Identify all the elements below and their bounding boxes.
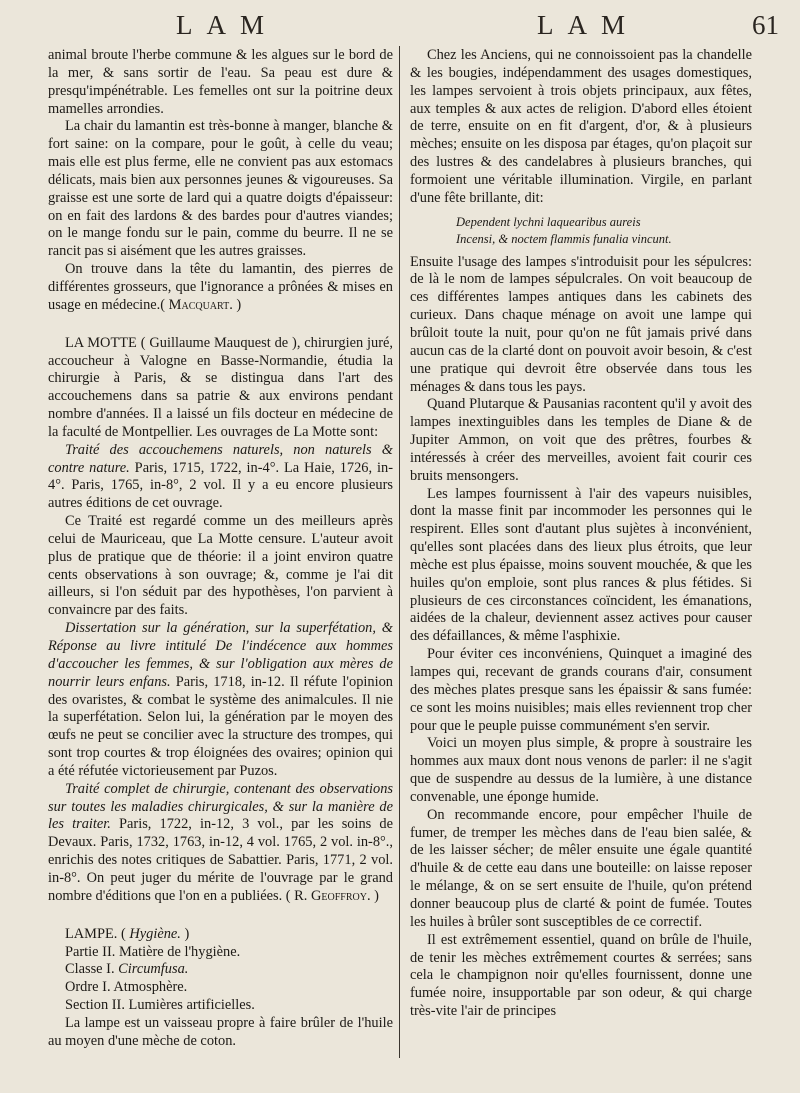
running-head-right: LAM (537, 10, 639, 40)
work-details: Paris, 1722, in-12, 3 vol., par les soins de Devaux. Paris, 1732, 1763, in-12, 4 vol. 1765, 2 vol. in-8°., enrichis des notes critiques de Sabattier. Paris, 1771, 2 vol. in-8°. On peut juger du mérite de l'ouvrage par le grand nombre d'éditions que l'on en a publiées. (48, 816, 393, 904)
right-column (410, 47, 752, 1021)
author-signature: ( Macquart. ) (160, 296, 242, 313)
paragraph-eponge: Voici un moyen plus simple, & propre à soustraire les hommes aux maux dont nous venons de parler: il ne s'agit que de suspendre au dessus de la lumière, à une distance convenable, une éponge humide. (410, 735, 752, 805)
paragraph-meches: Il est extrêmement essentiel, quand on brûle de l'huile, de tenir les mèches extrêmement courtes & serrées; sans cela le champignon noir qu'elles fournissent, donne une fumée noire, insupportable par son odeur, & qui charge très-vite l'air de principes (410, 931, 752, 1020)
entry-la-motte (48, 335, 393, 442)
entry-category: Hygiène. (129, 925, 181, 942)
left-column (48, 47, 393, 1051)
classification-section: Section II. Lumières artificielles. (65, 997, 255, 1014)
paragraph-lamantin-1: animal broute l'herbe commune & les algues sur le bord de la mer, & sans sortir de l'eau. Sa peau est dure & presqu'impénétrable. Les femelles ont sur la poitrine deux mamelles arrondies. (48, 47, 393, 117)
paragraph-anciens: Chez les Anciens, qui ne connoissoient pas la chandelle & les bougies, indépendamment des usages domestiques, les lampes servoient à trois objets principaux, aux fêtes, aux temples & aux actes de religion. D'abord elles étoient de terre, ensuite on en fit d'argent, d'or, & à plusieurs mèches; ensuite on les disposa par étages, qu'on plaçoit sur des lustres & des candelabres à plusieurs branches, qui formoient une véritable illumination. Virgile, en parlant d'une fête brillante, dit: (410, 47, 752, 206)
paragraph-vapeurs: Les lampes fournissent à l'air des vapeurs nuisibles, dont la masse finit par incommoder les personnes qui le respirent. Elles sont d'autant plus sujètes à inconvénient, qu'elles sont placées dans des lieux plus étroits, que leur mèche est plus épaisse, moins souvent mouchée, & que les huiles qu'on emploie, sont plus rances & plus fétides. Si plusieurs de ces circonstances coïncident, les émanations, aidées de la chaleur, deviennent assez actives pour causer des défaillances, & même l'asphixie. (410, 485, 752, 645)
column-divider (399, 46, 400, 1058)
paragraph-huile: On recommande encore, pour empêcher l'huile de fumer, de tremper les mèches dans de l'eau bien salée, & de les laisser sécher; de mêler ensuite une égale quantité d'huile & de cette eau dans une bouteille: on laisse reposer le mélange, & on se sert ensuite de l'huile, qu'on prétend donner beaucoup plus de clarté & point de fumée. Toutes les huiles à brûler sont susceptibles de ce correctif. (410, 806, 752, 930)
paragraph-lamantin-2: La chair du lamantin est très-bonne à manger, blanche & fort saine: on la compare, pour le goût, à celle du veau; mais elle est plus ferme, elle ne convient pas aux estomacs délicats, mais bien aux personnes jeunes & vigoureuses. Sa graisse est une sorte de lard qui a quatre doigts d'épaisseur: on en fait des lardons & des bardes pour d'autres viandes; on le mange fondu sur le pain, comme du beurre. Il ne se rancit pas si aisément que les autres graisses. (48, 118, 393, 260)
running-head-left: LAM (176, 10, 278, 40)
classification-class (48, 961, 393, 979)
paragraph-lamantin-3 (48, 261, 393, 315)
virgil-quote-line-2: Incensi, & noctem flammis funalia vincunt. (456, 231, 672, 246)
paragraph-quinquet: Pour éviter ces inconvéniens, Quinquet a imaginé des lampes qui, recevant de grands courans d'air, consument des mèches plates presque sans les épaissir & sans fumée: ce sont les moins nuisibles; mais elles reviennent trop cher pour que le peuple puisse communément s'en servir. (410, 646, 752, 734)
paragraph-lampe-definition: La lampe est un vaisseau propre à faire brûler de l'huile au moyen d'une mèche de coton. (48, 1014, 393, 1049)
work-details: Paris, 1718, in-12. Il réfute l'opinion des ovaristes, & combat le système des animalcules. Il nie la superfétation. Selon lui, la génération par le moyen des œufs ne peut se concilier avec la structure des trompes, qui sont trop courtes & trop éloignées des ovaires; opinion qui a été réfutée victorieusement par Puzos. (48, 673, 393, 779)
entry-text: ( Guillaume Mauquest de ), chirurgien juré, accoucheur à Valogne en Basse-Normandie, étudia la chirurgie à Paris, & se distingua dans l'art des accouchemens dans sa patrie & aux environs pendant nombre d'années. Il a laissé un fils docteur en médecine de la faculté de Montpellier. Les ouvrages de La Motte sont: (48, 334, 394, 440)
paragraph-text: On trouve dans la tête du lamantin, des pierres de différentes grosseurs, que l'ignorance a prônées & mises en usage en médecine. (48, 261, 393, 313)
work-1 (48, 442, 393, 513)
work-3 (48, 781, 393, 906)
work-title: Dissertation sur la génération, sur la superfétation, & Réponse au livre intitulé De l'indécence aux hommes d'accoucher les femmes, & sur l'obligation aux mères de nourrir leurs enfans. (48, 620, 393, 690)
classification-order: Ordre I. Atmosphère. (65, 979, 188, 996)
paragraph-sepulcres: Ensuite l'usage des lampes s'introduisit pour les sépulcres: de là le nom de lampes sépulcrales. On voit beaucoup de ces différentes lampes antiques dans les cabinets des curieux. Dans chaque ménage on avoit une lampe qui brûloit toute la nuit, pour qu'on ne fût jamais privé dans aucun cas de la clarté dont on pouvoit avoir besoin, & c'est une pratique qui devroit être observée dans tous les ménages & dans tous les pays. (410, 253, 752, 395)
work-title: Traité des accouchemens naturels, non naturels & contre nature. (48, 441, 393, 476)
classification-value: Circumfusa. (118, 961, 189, 978)
paragraph-plutarque: Quand Plutarque & Pausanias racontent qu'il y avoit des lampes inextinguibles dans les temples de Diane & de Jupiter Ammon, on voit que des prêtres, fourbes & intéressés à créer des merveilles, avoient fait courir ces bruits mensongers. (410, 396, 752, 484)
page-number: 61 (752, 10, 779, 40)
virgil-quote-line-1: Dependent lychni laquearibus aureis (456, 214, 641, 229)
classification-part: Partie II. Matière de l'hygiène. (65, 943, 241, 960)
author-signature: ( R. Geoffroy. ) (285, 887, 379, 904)
entry-headword: LA MOTTE (65, 334, 137, 351)
work-details: Paris, 1715, 1722, in-4°. La Haie, 1726, in-4°. Paris, 1765, in-8°, 2 vol. Il y a eu encore plusieurs autres éditions de cet ouvrage. (48, 459, 393, 512)
work-2 (48, 620, 393, 781)
entry-heading-close: ) (180, 925, 190, 942)
work-title: Traité complet de chirurgie, contenant des observations sur toutes les maladies chirurgicales, & sur la manière de les traiter. (48, 780, 393, 833)
paragraph-traite: Ce Traité est regardé comme un des meilleurs après celui de Mauriceau, que La Motte censure. L'auteur avoit plus de pratique que de théorie: il a joint environ quatre cents observations à son ouvrage; &, comme je l'ai dit ailleurs, si l'on séduit par des hypothèses, l'on parvient à convaincre par des faits. (48, 513, 393, 619)
entry-lampe-heading (48, 926, 393, 944)
entry-headword: LAMPE. ( (65, 925, 130, 942)
classification-label: Classe I. (65, 961, 119, 978)
